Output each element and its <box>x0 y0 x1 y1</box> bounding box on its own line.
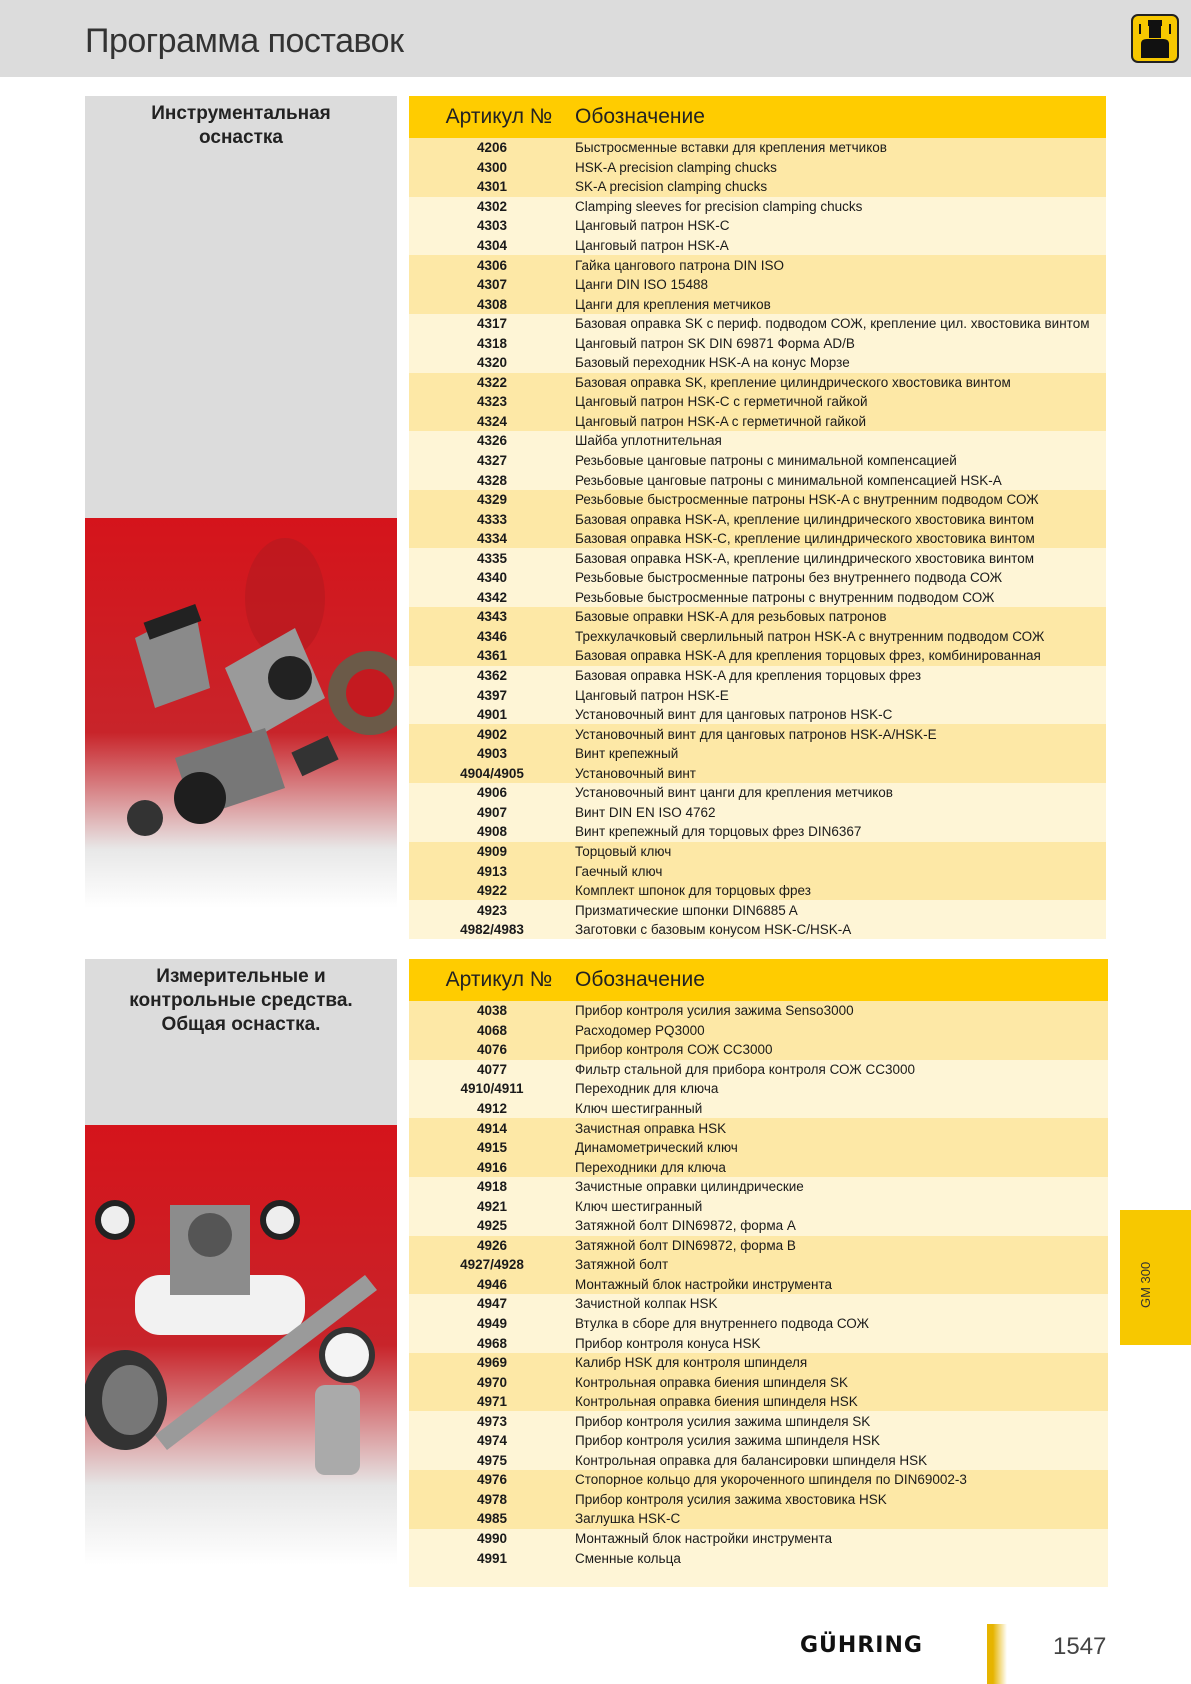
article-number: 4916 <box>476 1159 508 1175</box>
item-description: Резьбовые быстросменные патроны без внутреннего подвода СОЖ <box>575 570 1003 586</box>
article-number: 4304 <box>476 238 508 253</box>
item-description: HSK-A precision clamping chucks <box>575 159 777 175</box>
article-number: 4991 <box>476 1550 508 1566</box>
item-description: Контрольная оправка биения шпинделя SK <box>575 1374 848 1390</box>
table-row <box>409 197 1106 217</box>
table-row <box>409 705 1106 725</box>
table-row <box>409 627 1106 647</box>
col-article: Артикул № <box>445 105 553 128</box>
table-row <box>409 333 1106 353</box>
table-row <box>409 1001 1108 1021</box>
item-description: Установочный винт для цанговых патронов HSK-A/HSK-E <box>575 726 937 742</box>
article-number: 4340 <box>476 570 508 586</box>
item-description: Быстросменные вставки для крепления метчиков <box>575 140 887 156</box>
article-number: 4206 <box>476 140 508 156</box>
table-row <box>409 685 1106 705</box>
table-row <box>409 529 1106 549</box>
article-number: 4968 <box>476 1335 508 1351</box>
table-row <box>409 1294 1108 1314</box>
section-tab[interactable] <box>1120 1210 1191 1345</box>
section1-title: Инструментальная оснастка <box>151 103 331 148</box>
item-description: Базовая оправка HSK-A для крепления торцовых фрез, комбинированная <box>575 648 1041 664</box>
item-description: Винт крепежный для торцовых фрез DIN6367 <box>575 824 862 840</box>
article-number: 4974 <box>476 1433 508 1449</box>
table-header <box>409 96 1106 138</box>
item-description: Базовая оправка HSK-A, крепление цилиндрического хвостовика винтом <box>575 550 1034 566</box>
item-description: Базовая оправка HSK-C, крепление цилиндрического хвостовика винтом <box>575 531 1035 547</box>
item-description: Цанговый патрон HSK-A с герметичной гайкой <box>575 413 867 429</box>
item-description: Clamping sleeves for precision clamping chucks <box>575 198 863 214</box>
item-description: Винт DIN EN ISO 4762 <box>575 804 716 820</box>
item-description: Цанговый патрон HSK-A <box>575 238 729 253</box>
table-row <box>409 255 1106 275</box>
table-row <box>409 724 1106 744</box>
table-row <box>409 1509 1108 1529</box>
item-description: Переходники для ключа <box>575 1159 726 1175</box>
article-number: 4909 <box>476 843 508 859</box>
article-number: 4907 <box>476 804 508 820</box>
article-number: 4327 <box>476 453 508 469</box>
article-number: 4926 <box>476 1237 508 1253</box>
item-description: Цанги для крепления метчиков <box>575 296 771 312</box>
article-number: 4982/4983 <box>460 922 524 938</box>
item-description: Прибор контроля СОЖ CC3000 <box>575 1042 773 1058</box>
table-row <box>409 588 1106 608</box>
article-number: 4306 <box>476 257 508 273</box>
article-number: 4322 <box>476 374 508 390</box>
table-row <box>409 1040 1108 1060</box>
table-row <box>409 1021 1108 1041</box>
item-description: Базовая оправка SK с периф. подводом СОЖ, крепление цил. хвостовика винтом <box>575 316 1090 332</box>
article-number: 4038 <box>476 1003 508 1019</box>
item-description: Прибор контроля усилия зажима хвостовика HSK <box>575 1491 887 1507</box>
item-description: Базовая оправка HSK-A, крепление цилиндрического хвостовика винтом <box>575 511 1034 527</box>
table-row <box>409 803 1106 823</box>
table-row <box>409 1138 1108 1158</box>
article-number: 4328 <box>476 472 508 488</box>
article-number: 4307 <box>476 277 508 293</box>
table-row <box>409 1431 1108 1451</box>
table-row <box>409 177 1106 197</box>
table-row <box>409 1529 1108 1549</box>
table-row <box>409 900 1106 920</box>
article-number: 4901 <box>476 707 508 723</box>
item-description: Контрольная оправка биения шпинделя HSK <box>575 1394 858 1410</box>
article-number: 4329 <box>476 492 508 508</box>
item-description: Базовая оправка SK, крепление цилиндрического хвостовика винтом <box>575 374 1011 390</box>
table-row <box>409 1314 1108 1334</box>
article-number: 4308 <box>476 296 508 312</box>
col-name: Обозначение <box>575 105 705 128</box>
section1-table <box>409 96 1106 939</box>
table-row <box>409 1216 1108 1236</box>
section1-panel <box>85 96 397 518</box>
table-row <box>409 509 1106 529</box>
article-number: 4902 <box>476 726 508 742</box>
article-number: 4910/4911 <box>460 1081 524 1097</box>
item-description: Цанги DIN ISO 15488 <box>575 277 709 293</box>
article-number: 4324 <box>476 413 508 429</box>
item-description: Калибр HSK для контроля шпинделя <box>575 1355 808 1371</box>
article-number: 4973 <box>476 1413 508 1429</box>
item-description: Резьбовые быстросменные патроны HSK-A с внутренним подводом СОЖ <box>575 492 1039 508</box>
item-description: Винт крепежный <box>575 746 679 762</box>
table-row <box>409 1236 1108 1256</box>
table-row <box>409 1411 1108 1431</box>
table-row <box>409 451 1106 471</box>
table-row <box>409 1255 1108 1275</box>
item-description: Зачистной колпак HSK <box>575 1296 718 1312</box>
item-description: Гайка цангового патрона DIN ISO <box>575 257 784 273</box>
item-description: Сменные кольца <box>575 1550 681 1566</box>
article-number: 4908 <box>476 824 508 840</box>
item-description: Резьбовые цанговые патроны с минимальной компенсацией HSK-A <box>575 472 1002 488</box>
article-number: 4914 <box>476 1120 508 1136</box>
item-description: Резьбовые цанговые патроны с минимальной компенсацией <box>575 453 957 469</box>
article-number: 4923 <box>476 902 508 918</box>
table-row <box>409 1470 1108 1490</box>
table-row <box>409 764 1106 784</box>
footer-divider <box>987 1624 1007 1684</box>
article-number: 4346 <box>476 628 508 644</box>
page-title: Программа поставок <box>85 22 404 60</box>
table-header <box>409 959 1108 1001</box>
article-number: 4906 <box>476 785 508 801</box>
article-number: 4976 <box>476 1472 508 1488</box>
item-description: Торцовый ключ <box>575 843 672 859</box>
item-description: Шайба уплотнительная <box>575 433 722 449</box>
article-number: 4927/4928 <box>460 1257 524 1273</box>
article-number: 4326 <box>476 433 508 449</box>
item-description: Переходник для ключа <box>575 1081 719 1097</box>
table-row <box>409 294 1106 314</box>
table-row <box>409 822 1106 842</box>
table-row <box>409 548 1106 568</box>
article-number: 4362 <box>476 668 508 684</box>
item-description: Зачистные оправки цилиндрические <box>575 1179 804 1195</box>
item-description: Динамометрический ключ <box>575 1140 738 1156</box>
article-number: 4978 <box>476 1491 508 1507</box>
article-number: 4990 <box>476 1531 508 1547</box>
table-row <box>409 1353 1108 1373</box>
article-number: 4303 <box>476 218 508 234</box>
item-description: Зачистная оправка HSK <box>575 1120 727 1136</box>
item-description: SK-A precision clamping chucks <box>575 179 768 195</box>
item-description: Расходомер PQ3000 <box>575 1022 705 1038</box>
article-number: 4915 <box>476 1140 508 1156</box>
table-row <box>409 1118 1108 1138</box>
item-description: Стопорное кольцо для укороченного шпинделя по DIN69002-3 <box>575 1472 967 1488</box>
article-number: 4077 <box>476 1061 508 1077</box>
item-description: Затяжной болт DIN69872, форма A <box>575 1218 796 1234</box>
table-row <box>409 1548 1108 1568</box>
article-number: 4397 <box>476 687 508 703</box>
col-name: Обозначение <box>575 968 705 991</box>
measuring-tools-photo <box>85 1125 397 1565</box>
item-description: Цанговый патрон HSK-C <box>575 218 730 234</box>
table-row <box>409 1451 1108 1471</box>
item-description: Установочный винт <box>575 765 696 781</box>
table-row <box>409 666 1106 686</box>
table-row <box>409 314 1106 334</box>
article-number: 4975 <box>476 1452 508 1468</box>
table-row <box>409 236 1106 256</box>
item-description: Монтажный блок настройки инструмента <box>575 1276 833 1292</box>
article-number: 4904/4905 <box>460 765 524 781</box>
operator-icon <box>1131 14 1179 63</box>
table-row <box>409 158 1106 178</box>
article-number: 4343 <box>476 609 508 625</box>
article-number: 4301 <box>476 179 508 195</box>
item-description: Установочный винт цанги для крепления метчиков <box>575 785 893 801</box>
section2-title: Измерительные и контрольные средства. Общая оснастка. <box>129 966 353 1035</box>
table-row <box>409 1196 1108 1216</box>
item-description: Заглушка HSK-C <box>575 1511 681 1527</box>
table-row <box>409 353 1106 373</box>
table-row <box>409 470 1106 490</box>
table-row <box>409 744 1106 764</box>
article-number: 4947 <box>476 1296 508 1312</box>
article-number: 4912 <box>476 1101 508 1116</box>
article-number: 4320 <box>476 355 508 371</box>
table-row <box>409 1490 1108 1510</box>
article-number: 4921 <box>476 1198 508 1214</box>
item-description: Затяжной болт <box>575 1257 669 1273</box>
table-row <box>409 920 1106 940</box>
item-description: Базовые оправки HSK-A для резьбовых патронов <box>575 609 887 625</box>
page-number: 1547 <box>1053 1633 1107 1660</box>
item-description: Фильтр стальной для прибора контроля СОЖ CC3000 <box>575 1061 916 1077</box>
article-number: 4317 <box>476 316 508 332</box>
item-description: Заготовки с базовым конусом HSK-C/HSK-A <box>575 922 852 938</box>
article-number: 4068 <box>476 1022 508 1038</box>
article-number: 4334 <box>476 531 508 547</box>
article-number: 4318 <box>476 335 508 351</box>
item-description: Втулка в сборе для внутреннего подвода СОЖ <box>575 1316 869 1332</box>
item-description: Ключ шестигранный <box>575 1101 703 1116</box>
table-row <box>409 373 1106 393</box>
item-description: Прибор контроля усилия зажима шпинделя SK <box>575 1413 871 1429</box>
table-row <box>409 1099 1108 1119</box>
article-number: 4361 <box>476 648 508 664</box>
item-description: Прибор контроля конуса HSK <box>575 1335 761 1351</box>
col-article: Артикул № <box>445 968 553 991</box>
table-row <box>409 490 1106 510</box>
item-description: Прибор контроля усилия зажима шпинделя HSK <box>575 1433 881 1449</box>
item-description: Установочный винт для цанговых патронов HSK-C <box>575 707 893 723</box>
item-description: Базовый переходник HSK-A на конус Морзе <box>575 355 850 371</box>
item-description: Комплект шпонок для торцовых фрез <box>575 883 811 899</box>
item-description: Монтажный блок настройки инструмента <box>575 1531 833 1547</box>
table-row <box>409 1333 1108 1353</box>
item-description: Цанговый патрон HSK-C с герметичной гайкой <box>575 394 868 410</box>
article-number: 4323 <box>476 394 508 410</box>
article-number: 4970 <box>476 1374 508 1390</box>
table-row <box>409 881 1106 901</box>
table-row <box>409 1275 1108 1295</box>
table-row <box>409 607 1106 627</box>
item-description: Ключ шестигранный <box>575 1198 703 1214</box>
item-description: Цанговый патрон SK DIN 69871 Форма AD/B <box>575 335 855 351</box>
article-number: 4342 <box>476 589 508 605</box>
article-number: 4949 <box>476 1316 508 1332</box>
item-description: Резьбовые быстросменные патроны с внутренним подводом СОЖ <box>575 589 995 605</box>
section2-panel <box>85 959 397 1125</box>
item-description: Призматические шпонки DIN6885 A <box>575 902 798 918</box>
article-number: 4302 <box>476 198 508 214</box>
table-row <box>409 783 1106 803</box>
table-row <box>409 138 1106 158</box>
article-number: 4971 <box>476 1394 508 1410</box>
table-row <box>409 1060 1108 1080</box>
tool-holders-photo <box>85 518 397 908</box>
table-row <box>409 431 1106 451</box>
article-number: 4903 <box>476 746 508 762</box>
table-row <box>409 861 1106 881</box>
article-number: 4335 <box>476 550 508 566</box>
article-number: 4946 <box>476 1276 508 1292</box>
section-tab-label: GM 300 <box>1138 1261 1153 1308</box>
item-description: Прибор контроля усилия зажима Senso3000 <box>575 1003 854 1019</box>
article-number: 4922 <box>476 883 508 899</box>
table-row <box>409 275 1106 295</box>
table-row <box>409 646 1106 666</box>
table-row <box>409 842 1106 862</box>
table-row <box>409 392 1106 412</box>
table-row <box>409 568 1106 588</box>
article-number: 4913 <box>476 863 508 879</box>
item-description: Цанговый патрон HSK-E <box>575 687 729 703</box>
article-number: 4300 <box>476 159 508 175</box>
table-row <box>409 1372 1108 1392</box>
item-description: Гаечный ключ <box>575 863 663 879</box>
table-row <box>409 1177 1108 1197</box>
article-number: 4333 <box>476 511 508 527</box>
article-number: 4918 <box>476 1179 508 1195</box>
table-row <box>409 216 1106 236</box>
table-row <box>409 412 1106 432</box>
table-row <box>409 1079 1108 1099</box>
article-number: 4985 <box>476 1511 508 1527</box>
article-number: 4076 <box>476 1042 508 1058</box>
item-description: Базовая оправка HSK-A для крепления торцовых фрез <box>575 668 922 684</box>
item-description: Контрольная оправка для балансировки шпинделя HSK <box>575 1452 928 1468</box>
brand-logo: GÜHRING <box>800 1633 923 1658</box>
item-description: Затяжной болт DIN69872, форма B <box>575 1237 796 1253</box>
table-row <box>409 1157 1108 1177</box>
article-number: 4969 <box>476 1355 508 1371</box>
item-description: Трехкулачковый сверлильный патрон HSK-A с внутренним подводом СОЖ <box>575 628 1045 644</box>
section2-table <box>409 959 1108 1587</box>
table-row <box>409 1392 1108 1412</box>
article-number: 4925 <box>476 1218 508 1234</box>
